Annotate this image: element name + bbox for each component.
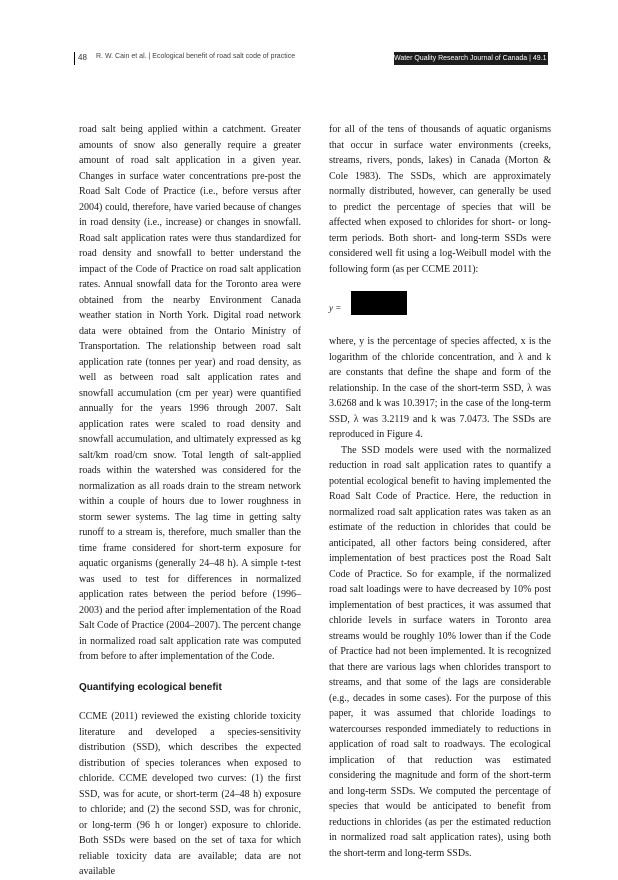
equation — [329, 291, 551, 321]
paragraph: for all of the tens of thousands of aquatic organisms that occur in surface water environments (creeks, streams, rivers, ponds, lakes) in Canada (Morton & Cole 1983). The SSDs, which are approximately normally distributed, however, can generally be used to predict the percentage of species that will be affected when exposed to chlorides for short- or long-term periods. Both short- and long-term SSDs were considered well fit using a log-Weibull model with the following form (as per CCME 2011): — [329, 124, 551, 275]
equation-label: y = — [329, 303, 342, 313]
header-rule — [74, 52, 75, 65]
page-number: 48 — [78, 53, 87, 62]
equation-image — [351, 291, 407, 315]
paragraph: The SSD models were used with the normalized reduction in road salt application rates to quantify a potential ecological benefit to having implemented the Road Salt Code of Practice. Here, the reduction in normalized road salt application rates was taken as an estimate of the reduction in chlorides that could be anticipated, all other factors being considered, after implementation of best practices post the Road Salt Code of Practice. So for example, if the normalized road salt loadings were to have decreased by 10% post implementation of best practices, it was assumed that chloride levels in surface waters in Toronto area streams would be roughly 10% lower than if the Code of Practice had not been implemented. It is recognized that there are various lags when chlorides transport to streams, and that some of the lags are considerable (e.g., decades in some cases). For the purpose of this paper, it was assumed that chloride loadings to watercourses responded immediately to reductions in application of road salt to roadways. The ecological implication of that reduction was estimated considering the magnitude and form of the short-term and long-term SSDs. We computed the percentage of species that would be anticipated to benefit from reductions in chlorides (as per the estimated reduction in normalized road salt application rates), using both the short-term and long-term SSDs. — [329, 444, 551, 859]
running-title: R. W. Cain et al. | Ecological benefit of road salt code of practice — [96, 53, 296, 60]
left-column — [79, 122, 301, 880]
paragraph: where, y is the percentage of species affected, x is the logarithm of the chloride concentration, and λ and k are constants that define the shape and form of the relationship. In the case of the short-term SSD, λ was 3.6268 and k was 10.3917; in the case of the long-term SSD, λ was 3.2119 and k was 7.0473. The SSDs are reproduced in Figure 4. — [329, 336, 551, 440]
paragraph: CCME (2011) reviewed the existing chloride toxicity literature and developed a species-sensitivity distribution (SSD), which describes the expected distribution of species tolerances when exposed to chloride. CCME developed two curves: (1) the first SSD, was for acute, or short-term (24–48 h) exposure to chloride; and (2) the second SSD, was for chronic, or long-term (96 h or longer) exposure to chloride. Both SSDs were based on the set of taxa for which reliable toxicity data are available; data are not available — [79, 711, 301, 877]
section-heading: Quantifying ecological benefit — [79, 681, 222, 693]
paragraph: road salt being applied within a catchment. Greater amounts of snow also generally require a greater amount of road salt application in a given year. Changes in surface water concentrations pre-post the Road Salt Code of Practice (i.e., before versus after 2004) could, therefore, have varied because of changes in road density (i.e., increase) or changes in snowfall. Road salt application rates were thus standardized for road density and snowfall to better understand the impact of the Code of Practice on road salt application rates. Annual snowfall data for the Toronto area were obtained from the nearby Environment Canada weather station in North York. Digital road network data were obtained from the Ontario Ministry of Transportation. The relationship between road salt application rate (tonnes per year) and road density, as well as between road salt application rates and snowfall accumulation (cm per year) were quantified annually for the years 1996 through 2007. Salt application rates were scaled to road density and snowfall accumulation, and ultimately expressed as kg salt/km road/cm snow. Total length of salt-applied roads within the watershed was considered for the normalization as all roads drain to the stream network within a couple of hours due to lower roughness in storm sewer systems. The lag time in getting salty runoff to a stream is, therefore, much smaller than the time frame considered for short-term exposure for aquatic organisms (generally 24–48 h). A simple t-test was used to test for differences in normalized application rates between the period before (1996–2003) and the period after implementation of the Road Salt Code of Practice (2004–2007). The percent change in normalized road salt application rate was computed from before to after implementation of the Code. — [79, 124, 301, 662]
running-header — [74, 52, 568, 65]
right-column — [329, 122, 551, 861]
journal-title-bar: Water Quality Research Journal of Canada | 49.1 | 2014 — [394, 52, 548, 65]
